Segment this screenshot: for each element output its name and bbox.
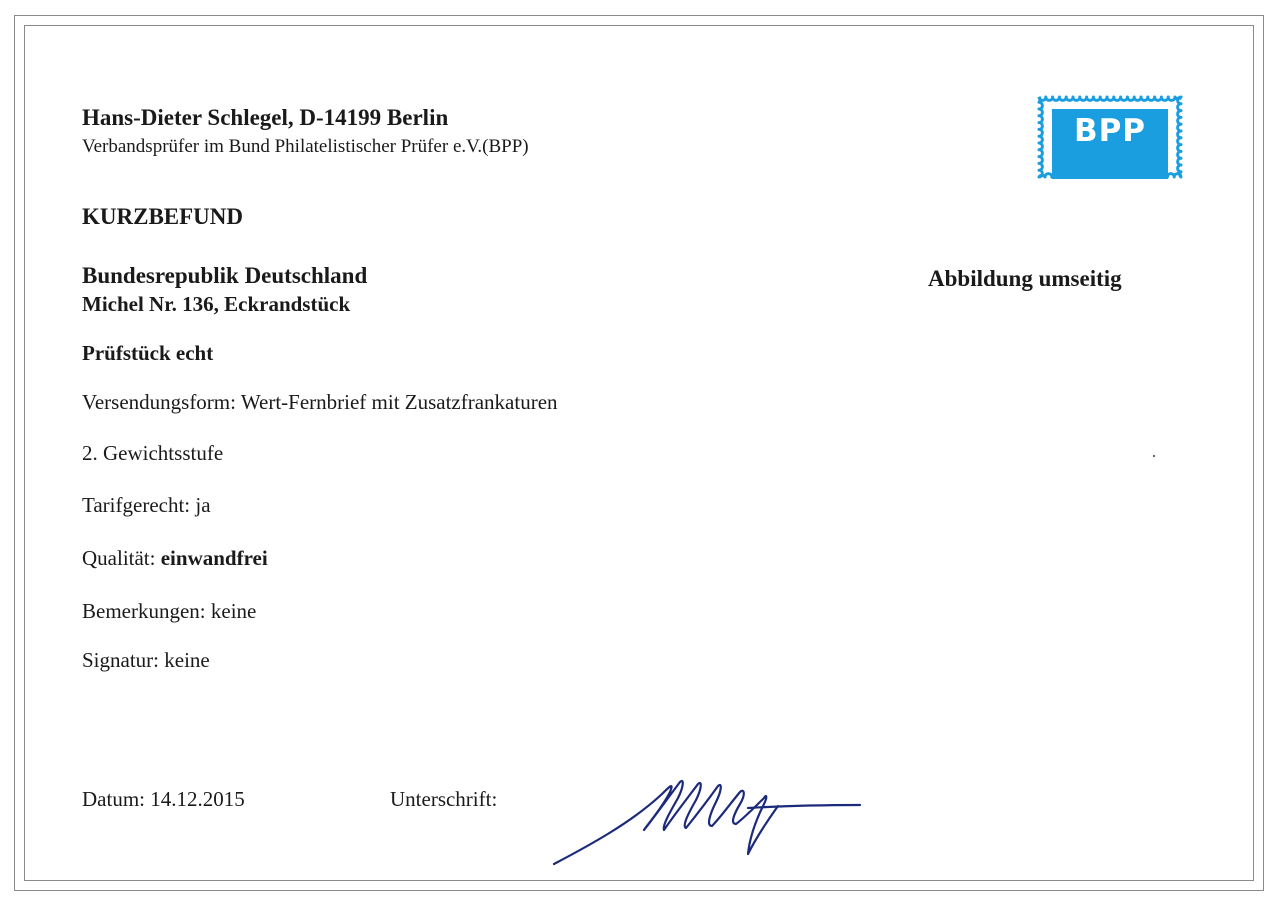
stray-ink-dot (1153, 455, 1155, 457)
signature-label: Unterschrift: (390, 787, 498, 811)
illustration-note: Abbildung umseitig (928, 266, 1122, 291)
field-value: keine (210, 599, 257, 623)
item-description: Michel Nr. 136, Eckrandstück (82, 292, 351, 316)
field-gewichtsstufe: 2. Gewichtsstufe (82, 441, 224, 465)
handwritten-signature (552, 772, 864, 868)
field-value: ja (195, 493, 211, 517)
field-versendungsform (82, 392, 558, 413)
country-heading: Bundesrepublik Deutschland (82, 263, 368, 288)
date-value: 14.12.2015 (150, 787, 245, 811)
field-value: einwandfrei (160, 546, 268, 570)
field-qualitaet (82, 548, 268, 569)
examiner-name: Hans-Dieter Schlegel, D-14199 Berlin (82, 105, 449, 130)
field-label: Versendungsform: (82, 390, 236, 414)
examination-result: Prüfstück echt (82, 341, 214, 365)
document-title: KURZBEFUND (82, 204, 244, 229)
field-signatur (82, 650, 210, 671)
field-tarifgerecht (82, 495, 211, 516)
date-label: Datum: (82, 787, 145, 811)
field-label: Signatur: (82, 648, 159, 672)
field-value: keine (164, 648, 210, 672)
date-line (82, 789, 245, 810)
examiner-affiliation: Verbandsprüfer im Bund Philatelistischer Prüfer e.V.(BPP) (82, 136, 529, 157)
field-label: Bemerkungen: (82, 599, 206, 623)
field-bemerkungen (82, 601, 256, 622)
bpp-logo-text: BPP (1073, 113, 1147, 149)
field-value: Wert-Fernbrief mit Zusatzfrankaturen (240, 390, 558, 414)
field-label: Tarifgerecht: (82, 493, 191, 517)
field-label: Qualität: (82, 546, 156, 570)
